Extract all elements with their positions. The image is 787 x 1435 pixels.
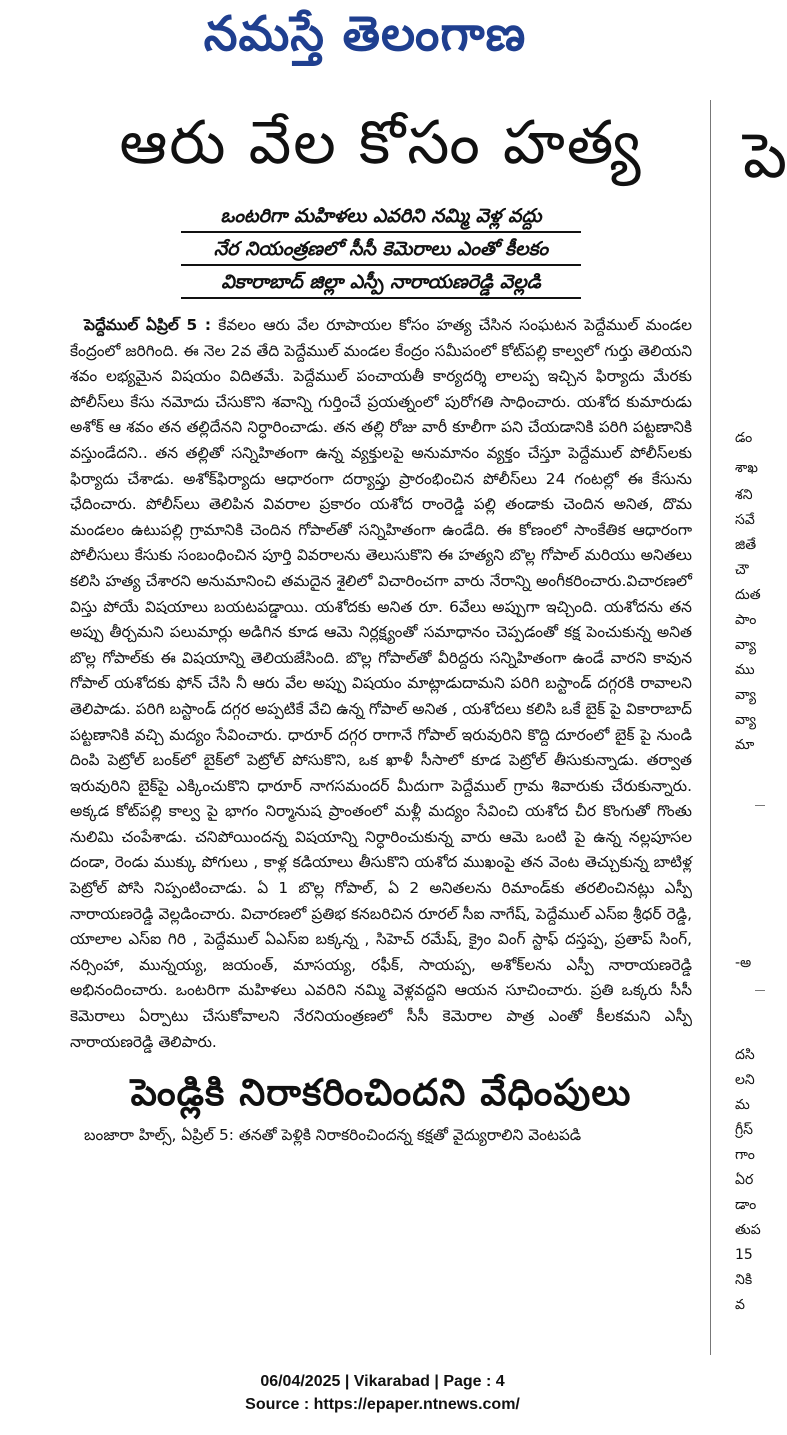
adjacent-text-fragment: సవే xyxy=(735,512,755,528)
article-body xyxy=(70,313,692,1055)
main-article xyxy=(70,98,692,1147)
adjacent-text-fragment: లని xyxy=(735,1072,755,1088)
adjacent-text-fragment: వ xyxy=(735,1297,745,1313)
adjacent-text-fragment: తుప xyxy=(735,1222,761,1238)
article-body-text: కేవలం ఆరు వేల రూపాయల కోసం హత్య చేసిన సంఘటన పెద్దేముల్ మండల కేంద్రంలో జరిగింది. ఈ నెల 2వ తేది పెద్దేముల్ మండల కేంద్రం సమీపంలో కోట్‌పల్లి కాల్వలో గుర్తు తెలియని శవం లభ్యమైన విషయం విదితమే. పెద్దేముల్ పంచాయతీ కార్యదర్శి లాలప్ప ఇచ్చిన ఫిర్యాదు మేరకు పోలీస్‌లు కేసు నమోదు చేసుకొని శవాన్ని గుర్తించే ప్రయత్నంలో పురోగతి సాధించారు. యశోద కుమారుడు అశోక్ ఆ శవం తన తల్లిదేనని నిర్ధారించాడు. తన తల్లి రోజు వారీ కూలీగా పని చేయడానికి పరిగి పట్టణానికి వస్తుండేదని.. తన తల్లితో సన్నిహితంగా ఉన్న వ్యక్తులపై అనుమానం వ్యక్తం చేస్తూ పెద్దేముల్ పోలీస్‌లకు ఫిర్యాదు చేశాడు. అశోక్‌ఫిర్యాదు ఆధారంగా దర్యాప్తు ప్రారంభించిన పోలీస్‌లు 24 గంటల్లో ఈ కేసును ఛేదించారు. పోలీస్‌లు తెలిపిన వివరాల ప్రకారం యశోద రాంరెడ్డి పల్లి తండాకు చెందిన అనిత, దొమ మండలం ఉటుపల్లి గ్రామానికి చెందిన గోపాల్‌తో సన్నిహితంగా ఉండేది. ఈ కోణంలో సాంకేతిక ఆధారంగా పోలీసులు కేసుకు సంబంధించిన పూర్తి వివరాలను తెలుసుకొని ఈ హత్యని బొల్ల గోపాల్ మరియు అనితలు కలిసి హత్య చేశారని అనుమానించి తమదైన శైలిలో విచారించగా వారు నేరాన్ని అంగీకరించారు.విచారణలో విస్తు పోయే విషయాలు బయటపడ్డాయి. యశోదకు అనిత రూ. 6వేలు అప్పుగా ఇచ్చింది. యశోదను తన అప్పు తీర్చమని పలుమార్లు అడిగిన కూడ ఆమె నిర్లక్ష్యంతో సమాధానం చెప్పడంతో కక్ష పెంచుకున్న అనిత బొల్ల గోపాల్‌కు ఈ విషయాన్ని తెలియజేసింది. బొల్ల గోపాల్‌తో వీరిద్దరు సన్నిహితంగా ఉండే వారని కావున గోపాల్ యశోదకు ఫోన్ చేసి నీ ఆరు వేల అప్పు విషయం మాట్లాడుదామని పరిగి బస్టాండ్ దగ్గరకి రావాలని తెలిపాడు. పరిగి బస్టాండ్ దగ్గర అప్పటికే వేచి ఉన్న గోపాల్ అనిత , యశోదలు కలిసి ఒకే బైక్ పై వికారాబాద్ పట్టణానికి వచ్చి మద్యం సేవించారు. ధారూర్ దగ్గర రాగానే గోపాల్ ఇరువురిని కొద్ది దూరంలో బైక్ పై నుండి దింపి పెట్రోల్ బంక్‌లో బైక్‌లో పెట్రోల్ పోసుకొని, ఒక ఖాళీ సీసాలో కూడ పెట్రోల్ తీసుకున్నాడు. తర్వాత ఇరువురిని బైక్‌పై ఎక్కించుకొని ధారూర్ నాగసమందర్ మీదుగా పెద్దేముల్ గ్రామ శివారుకు చేరుకున్నారు. అక్కడ కోట్‌పల్లి కాల్వ పై భాగం నిర్మానుష ప్రాంతంలో మళ్లీ మద్యం సేవించి యశోద చీర కొంగుతో గొంతు నులిమి చంపేశాడు. చనిపోయిందన్న విషయాన్ని నిర్ధారించుకున్న వారు ఆమె ఒంటి పై ఉన్న నల్లపూసల దండా, రెండు ముక్కు పోగులు , కాళ్ల కడియాలు తీసుకొని యశోద ముఖంపై తన వెంట తెచ్చుకున్న బాటిళ్ల పెట్రోల్ పోసి నిప్పంటించాడు. ఏ 1 బొల్ల గోపాల్, ఏ 2 అనితలను రిమాండ్‌కు తరలించినట్లు ఎస్పీ నారాయణరెడ్డి వెల్లడించారు. విచారణలో ప్రతిభ కనబరిచిన రూరల్ సీఐ నాగేష్, పెద్దేముల్ ఎస్ఐ శ్రీధర్ రెడ్డి, యాలాల ఎస్ఐ గిరి , పెద్దేముల్ ఏఎస్ఐ బక్కన్న , సిహెచ్ రమేష్, క్రైం వింగ్ స్టాఫ్ దస్తప్ప, ప్రతాప్ సింగ్, నర్సింహా, మున్నయ్య, జయంత్, మాసయ్య, రఫీక్, సాయప్ప, అశోక్‌లను ఎస్పీ నారాయణరెడ్డి అభినందించారు. ఒంటరిగా మహిళలు ఎవరిని నమ్మి వెళ్లవద్దని ఆయన సూచించారు. ప్రతి ఒక్కరు సీసీ కెమెరాలు ఏర్పాటు చేసుకోవాలని నేరనియంత్రణలో సీసీ కెమెరాల పాత్ర ఎంతో కీలకమని ఎస్పీ నారాయణరెడ్డి తెలిపారు. xyxy=(70,316,692,1051)
adjacent-text-fragment: ఏర xyxy=(735,1172,754,1188)
adjacent-text-fragment: శాఖ xyxy=(735,460,758,476)
adjacent-text-fragment: దసి xyxy=(735,1047,755,1063)
footer-source-link[interactable]: Source : https://epaper.ntnews.com/ xyxy=(245,1396,520,1413)
adjacent-text-fragment: మ xyxy=(735,1097,750,1113)
article-subhead-3: వికారాబాద్ జిల్లా ఎస్పీ నారాయణరెడ్డి వెల్లడి xyxy=(181,266,581,299)
adjacent-text-fragment: వ్యా xyxy=(735,687,757,703)
second-article-lead: బంజారా హిల్స్, ఏప్రిల్ 5: తనతో పెళ్లికి నిరాకరించిందన్న కక్షతో వైద్యురాలిని వెంటపడి xyxy=(84,1126,582,1145)
adjacent-text-fragment: మా xyxy=(735,737,755,753)
adjacent-text-fragment: గ్రీస్ xyxy=(735,1122,753,1138)
adjacent-rule xyxy=(755,990,765,991)
masthead-title: నమస్తే తెలంగాణ xyxy=(203,6,527,62)
adjacent-text-fragment: 15 xyxy=(735,1247,753,1263)
article-headline: ఆరు వేల కోసం హత్య xyxy=(119,108,643,178)
adjacent-text-fragment: వ్యా xyxy=(735,712,757,728)
adjacent-column xyxy=(715,100,787,1360)
adjacent-headline-fragment: పె xyxy=(743,119,787,192)
article-subhead-2: నేర నియంత్రణలో సీసీ కెమెరాలు ఎంతో కీలకం xyxy=(181,233,581,266)
adjacent-text-fragment: నికి xyxy=(735,1272,753,1288)
adjacent-text-fragment: -అ xyxy=(735,955,752,971)
column-divider xyxy=(710,100,711,1355)
newspaper-masthead xyxy=(150,8,580,72)
adjacent-text-fragment: వ్యా xyxy=(735,637,757,653)
adjacent-text-fragment: దుత xyxy=(735,587,761,603)
adjacent-text-fragment: శని xyxy=(735,487,753,503)
adjacent-text-fragment: గాం xyxy=(735,1147,755,1163)
adjacent-text-fragment: జితే xyxy=(735,537,757,553)
adjacent-rule xyxy=(755,805,765,806)
adjacent-text-fragment: డాం xyxy=(735,1197,757,1213)
adjacent-text-fragment: పాం xyxy=(735,612,757,628)
footer-edition-info: 06/04/2025 | Vikarabad | Page : 4 xyxy=(260,1373,505,1390)
adjacent-text-fragment: డం xyxy=(735,430,753,446)
adjacent-text-fragment: చౌ xyxy=(735,562,749,578)
second-article-headline: పెండ్లికి నిరాకరించిందని వేధింపులు xyxy=(130,1071,632,1115)
article-subhead-1: ఒంటరిగా మహిళలు ఎవరిని నమ్మి వెళ్ల వద్దు xyxy=(181,200,581,233)
adjacent-text-fragment: ము xyxy=(735,662,755,678)
article-dateline: పెద్దేముల్ ఏప్రిల్ 5 : xyxy=(84,316,212,334)
